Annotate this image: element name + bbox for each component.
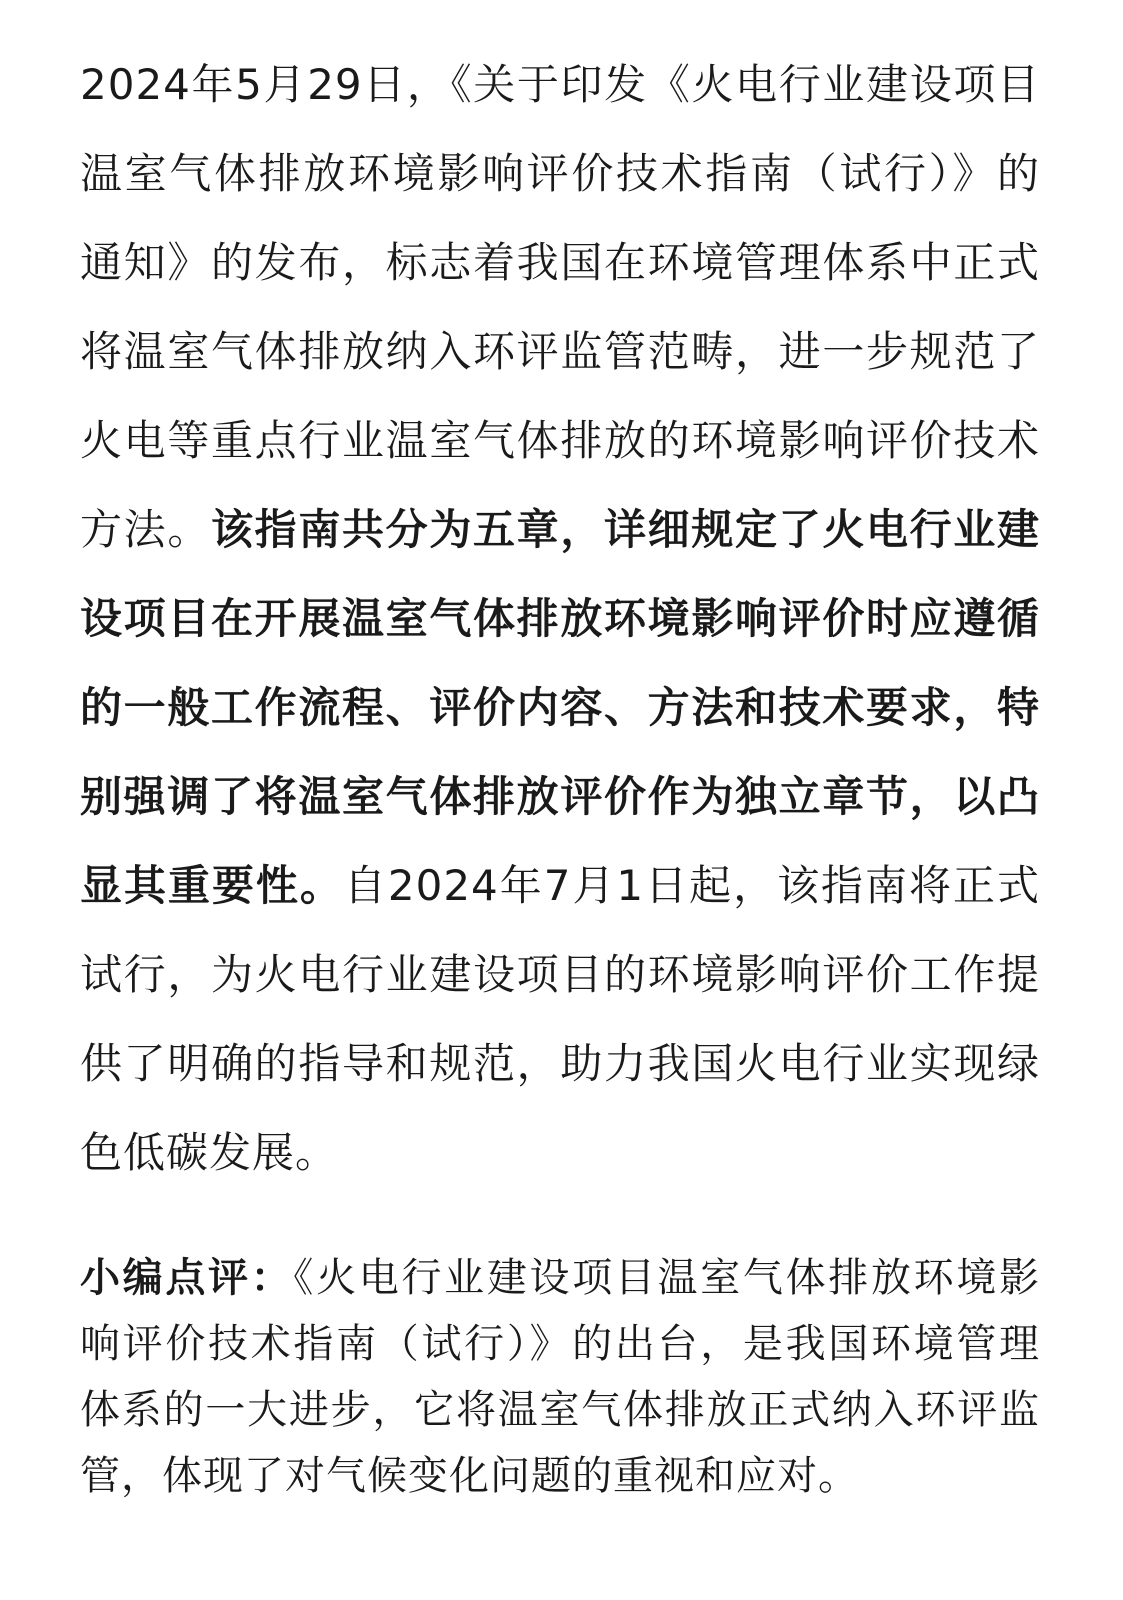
article-body: [80, 0, 1041, 1499]
editor-comment-label: 小编点评：: [80, 1255, 294, 1301]
news-paragraph: [80, 0, 1040, 1197]
paragraph-closing: 自2024年7月1日起，该指南将正式试行，为火电行业建设项目的环境影响评价工作提供了明确的指导和规范，助力我国火电行业实现绿色低碳发展。: [80, 861, 1040, 1177]
paragraph-intro: 2024年5月29日，《关于印发《火电行业建设项目温室气体排放环境影响评价技术指南（试行）》的通知》的发布，标志着我国在环境管理体系中正式将温室气体排放纳入环评监管范畴，进一步规范了火电等重点行业温室气体排放的环境影响评价技术方法。: [80, 60, 1040, 554]
editor-comment-body: 《火电行业建设项目温室气体排放环境影响评价技术指南（试行）》的出台，是我国环境管理体系的一大进步，它将温室气体排放正式纳入环评监管，体现了对气候变化问题的重视和应对。: [80, 1255, 1041, 1499]
editor-comment-paragraph: [80, 1245, 1040, 1509]
paragraph-emphasis: 该指南共分为五章，详细规定了火电行业建设项目在开展温室气体排放环境影响评价时应遵循的一般工作流程、评价内容、方法和技术要求，特别强调了将温室气体排放评价作为独立章节，以凸显其重要性。: [80, 505, 1040, 910]
